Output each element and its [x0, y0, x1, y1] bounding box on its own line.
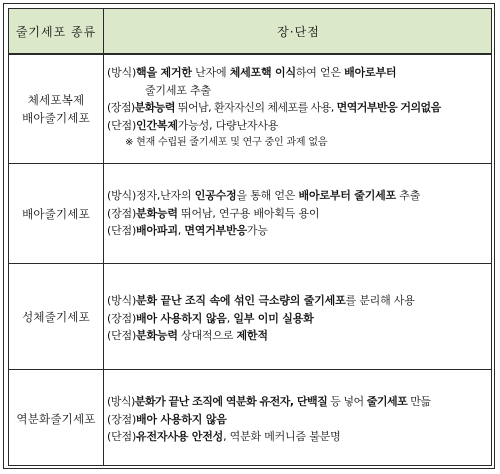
kind-cell	[9, 164, 103, 263]
kind-cell	[9, 264, 103, 369]
pros-line: (장점)분화능력 뛰어남, 연구용 배아획득 용이	[107, 206, 320, 220]
method-line: (방식)분화가 끝난 조직에 역분화 유전자, 단백질 등 넣어 줄기세포 만듦	[107, 395, 431, 408]
cons-line: (단점)인간복제가능성, 다량난자사용	[107, 118, 279, 132]
pros-line: (장점)분화능력 뛰어남, 환자자신의 체세포를 사용, 면역거부반응 거의없음	[107, 101, 441, 114]
header-pros-cons: 장·단점	[277, 24, 320, 39]
header-kind: 줄기세포 종류	[15, 24, 97, 39]
description-cell	[107, 393, 491, 446]
kind-label: 역분화줄기세포	[16, 411, 96, 426]
column-divider	[103, 9, 104, 465]
pros-line: (장점)배아 사용하지 않음, 일부 이미 실용화	[107, 311, 314, 325]
kind-cell	[9, 370, 103, 467]
stem-cell-comparison-table	[8, 8, 492, 466]
kind-label: 배아줄기세포	[22, 206, 90, 221]
cons-line: (단점)유전자사용 안전성, 역분화 메커니즘 불분명	[107, 430, 341, 443]
kind-label: 체세포복제	[27, 92, 85, 107]
description-cell	[107, 187, 491, 240]
method-line: (방식)핵을 제거한 난자에 체세포핵 이식하여 얻은 배아로부터	[107, 66, 397, 79]
pros-line: (장점)배아 사용하지 않음	[107, 412, 227, 426]
cons-line: (단점)배아파괴, 면역거부반응가능	[107, 224, 268, 237]
note-line: ※ 현재 수립된 줄기세포 및 연구 중인 과제 없음	[125, 137, 328, 148]
kind-cell	[9, 54, 103, 163]
description-cell	[107, 64, 491, 152]
method-line: (방식)정자,난자의 인공수정을 통해 얻은 배아로부터 줄기세포 추출	[107, 189, 421, 202]
method-continuation: 줄기세포 추출	[145, 83, 211, 97]
method-line: (방식)분화 끝난 조직 속에 섞인 극소량의 줄기세포를 분리해 사용	[107, 294, 415, 307]
cons-line: (단점)분화능력 상대적으로 제한적	[107, 329, 268, 342]
kind-label: 성체줄기세포	[22, 309, 90, 324]
description-cell	[107, 292, 491, 345]
kind-label: 배아줄기세포	[22, 110, 90, 125]
